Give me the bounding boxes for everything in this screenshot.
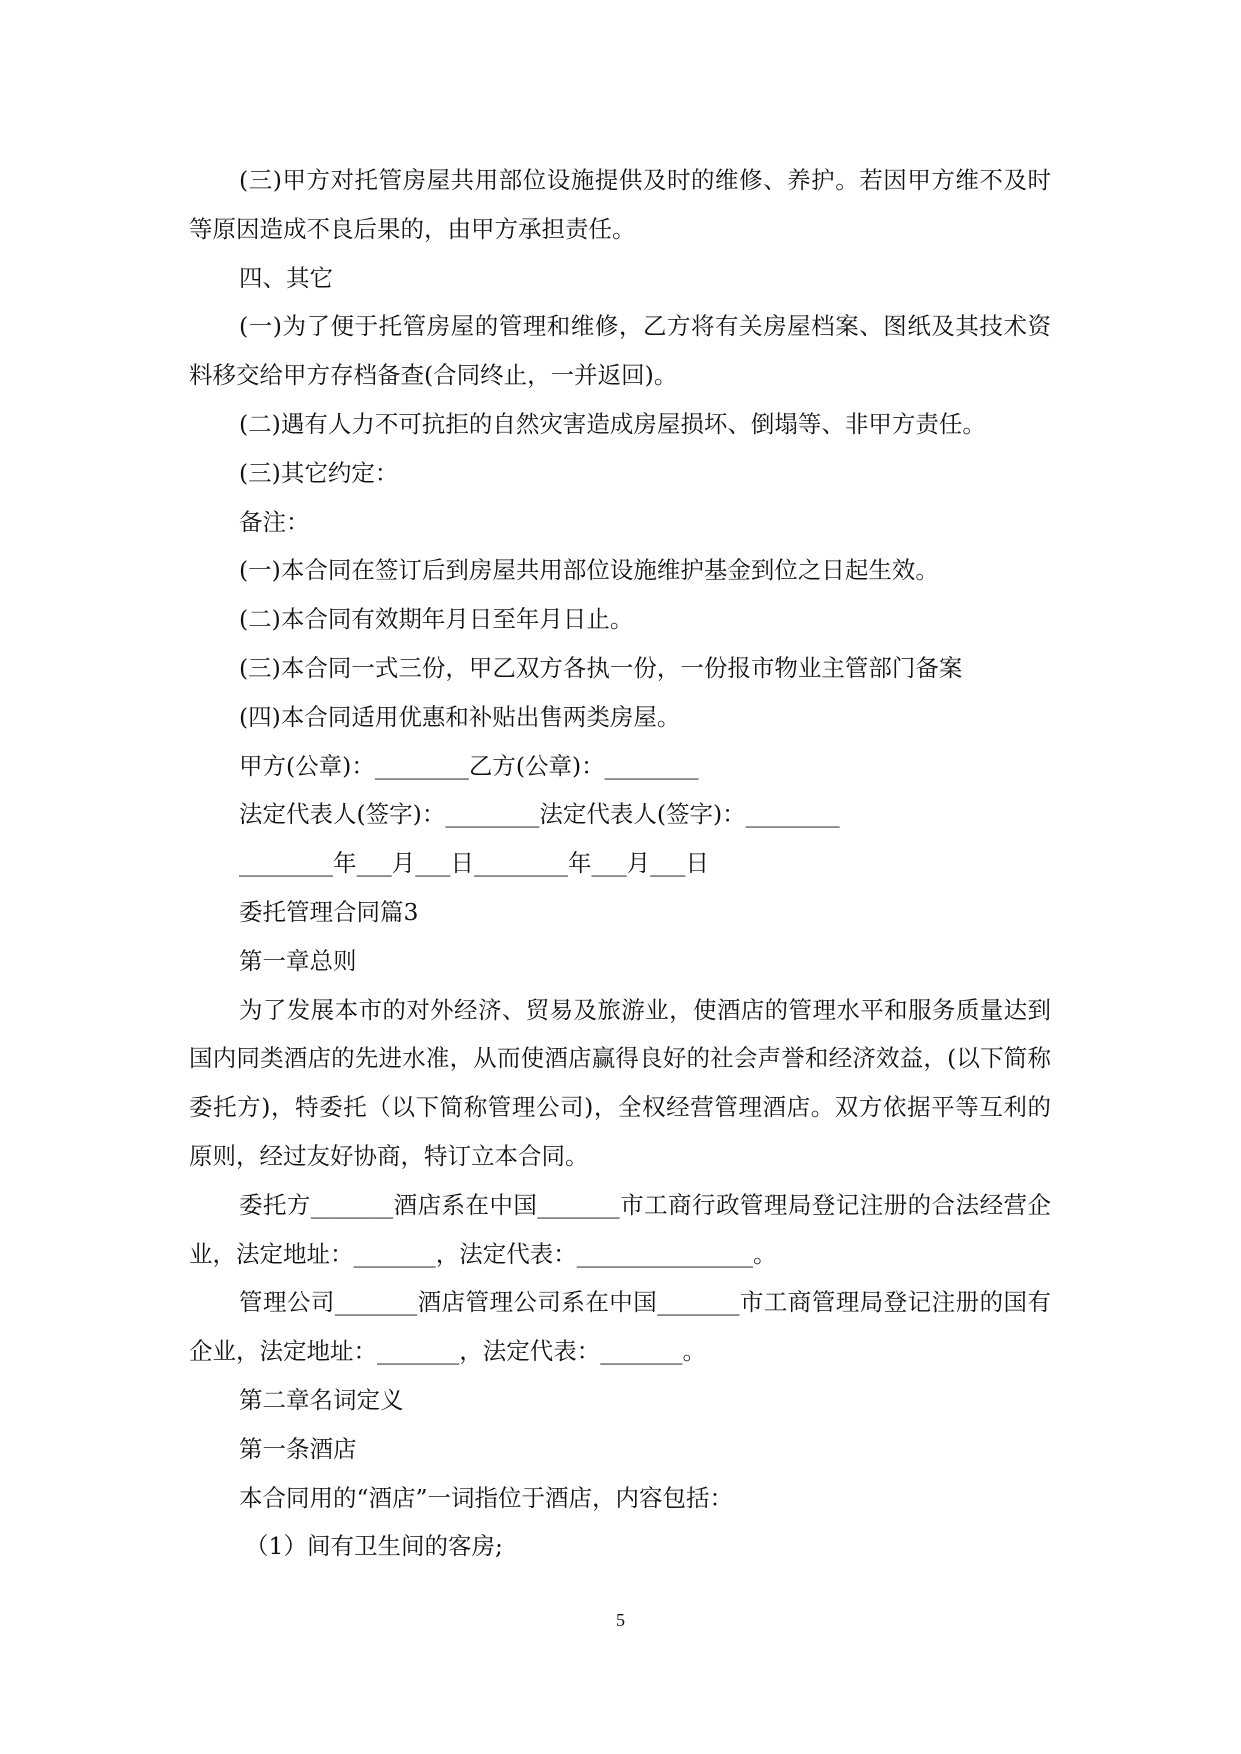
- paragraph-note-1-effective: (一)本合同在签订后到房屋共用部位设施维护基金到位之日起生效。: [239, 556, 939, 585]
- signature-line-dates: ________年___月___日________年___月___日: [239, 849, 709, 878]
- signature-line-seals: 甲方(公章)：________乙方(公章)：________: [239, 751, 699, 780]
- paragraph-clause-1-archives: (一)为了便于托管房屋的管理和维修，乙方将有关房屋档案、图纸及其技术资料移交给甲方存档备查(合同终止，一并返回)。: [189, 312, 1051, 390]
- paragraph-note-2-validity: (二)本合同有效期年月日至年月日止。: [239, 605, 634, 634]
- paragraph-clause-2-force-majeure: (二)遇有人力不可抗拒的自然灾害造成房屋损坏、倒塌等、非甲方责任。: [239, 409, 986, 438]
- heading-article-1-hotel: 第一条酒店: [239, 1434, 357, 1463]
- paragraph-note-4-scope: (四)本合同适用优惠和补贴出售两类房屋。: [239, 702, 681, 731]
- heading-contract-part-3: 委托管理合同篇3: [239, 897, 419, 926]
- page-number: 5: [616, 1610, 625, 1630]
- heading-chapter-1: 第一章总则: [239, 946, 357, 975]
- paragraph-management-company: 管理公司_______酒店管理公司系在中国_______市工商管理局登记注册的国有企业，法定地址：_______，法定代表：_______。: [189, 1288, 1051, 1366]
- list-item-guest-rooms: （1）间有卫生间的客房;: [245, 1532, 503, 1561]
- paragraph-purpose: 为了发展本市的对外经济、贸易及旅游业，使酒店的管理水平和服务质量达到国内同类酒店的先进水准，从而使酒店赢得良好的社会声誉和经济效益，(以下简称委托方)，特委托（以下简称管理公司)，全权经营管理酒店。双方依据平等互利的原则，经过友好协商，特订立本合同。: [189, 995, 1051, 1170]
- heading-notes: 备注：: [239, 507, 310, 536]
- heading-chapter-2: 第二章名词定义: [239, 1385, 404, 1414]
- paragraph-clause-3-other-terms: (三)其它约定：: [239, 458, 399, 487]
- paragraph-hotel-definition: 本合同用的“酒店”一词指位于酒店，内容包括：: [239, 1483, 734, 1512]
- signature-line-representatives: 法定代表人(签字)：________法定代表人(签字)：________: [239, 800, 840, 829]
- paragraph-note-3-copies: (三)本合同一式三份，甲乙双方各执一份，一份报市物业主管部门备案: [239, 653, 963, 682]
- paragraph-clause-3-repair: (三)甲方对托管房屋共用部位设施提供及时的维修、养护。若因甲方维不及时等原因造成不良后果的，由甲方承担责任。: [189, 166, 1051, 243]
- document-body: [189, 156, 1051, 1571]
- heading-section-4-other: 四、其它: [239, 263, 333, 292]
- paragraph-principal-party: 委托方_______酒店系在中国_______市工商行政管理局登记注册的合法经营企业，法定地址：_______，法定代表：_______________。: [189, 1190, 1051, 1268]
